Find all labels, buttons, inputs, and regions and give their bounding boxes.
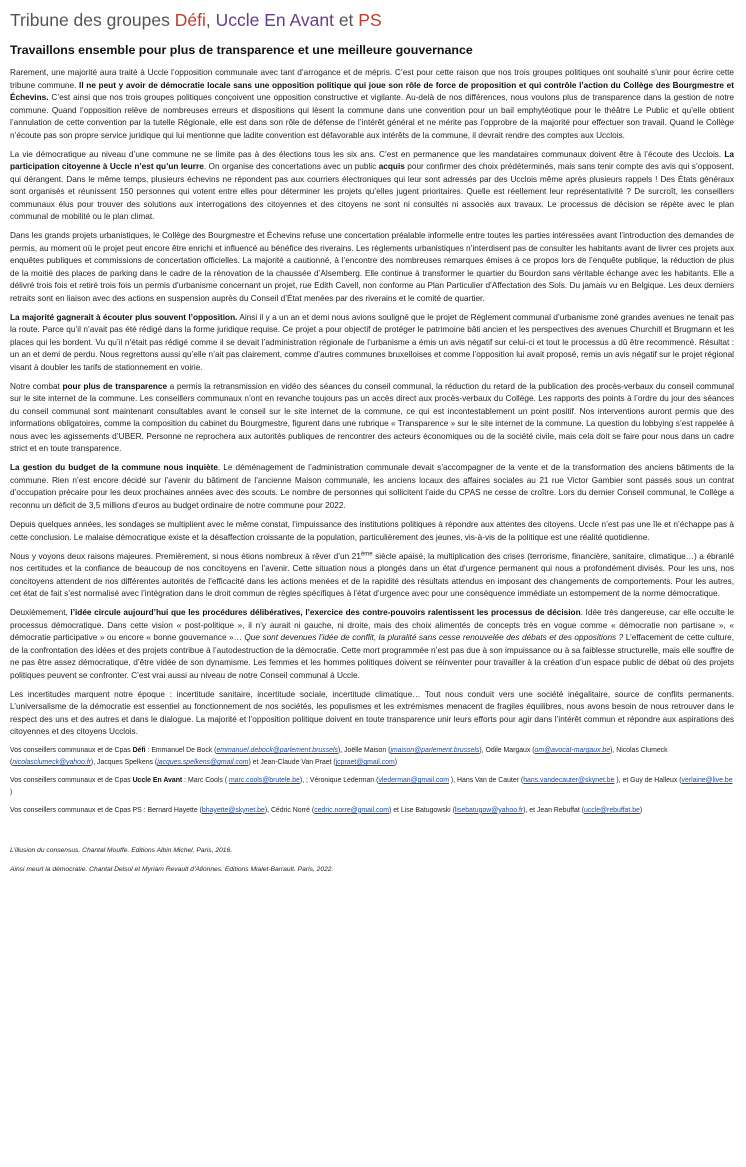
paragraph-8 — [10, 551, 734, 601]
email-link-spelkens[interactable]: jacques.spelkens@gmail.com — [157, 759, 249, 767]
uea-end: ) — [10, 788, 13, 796]
header-sep-2: et — [333, 10, 359, 30]
ps-intro: Vos conseillers communaux et de Cpas PS : Bernard Hayette ( — [10, 806, 202, 814]
paragraph-1 — [10, 67, 734, 142]
p8-superscript: ème — [360, 550, 373, 557]
email-link-batugowski[interactable]: lisebatugow@yahoo.fr — [454, 806, 524, 814]
uea-name-4: ), et Guy de Halleux ( — [614, 777, 682, 785]
email-link-vanpraet[interactable]: jcpraet@gmail.com — [335, 759, 395, 767]
header-prefix: Tribune des groupes — [10, 10, 175, 30]
header-group-ps: PS — [358, 10, 382, 30]
tribune-header — [10, 9, 734, 35]
p1-text-c: C’est ainsi que nos trois groupes politiques conçoivent une opposition constructive et vigilante. Au-delà de nos différences, nous voulons plus de transparence dans la gestion de notre commune. Quand l’opposition relève de nombreuses erreurs et dispositions qui lèsent la commune dans une convention pour un bail emphytéotique pour le théâtre Le Public et qu’elle obtient l’annulation de cette convention par la tutelle Régionale, elle est dans son rôle de défense de l’intérêt général et ne mérite pas l’opprobre de la majorité pour effectuer son travail. Quand le Collège n’écoute pas son propre service juridique qui lui mentionne que ladite convention est défavorable aux intérêts de la commune, il devrait rendre des comptes aux Ucclois. — [10, 93, 734, 140]
email-link-lederman[interactable]: vlederman@gmail.com — [378, 777, 450, 785]
email-link-margaux[interactable]: om@avocat-margaux.be — [534, 747, 611, 755]
reference-2: Ainsi meurt la démocratie. Chantal Delsol et Myriam Revault d’Allonnes. Editions Mialet-Barrault. Paris, 2022. — [10, 866, 334, 874]
p8-text-a: Nous y voyons deux raisons majeures. Premièrement, si nous étions nombreux à rêver d’un 21 — [10, 551, 361, 561]
email-link-clumeck[interactable]: nicolasclumeck@yahoo.fr — [12, 759, 91, 767]
email-link-debock[interactable]: emmanuel.debock@parlement.brussels — [216, 747, 338, 755]
contacts-uccle-en-avant — [10, 775, 734, 798]
email-link-rebuffat[interactable]: uccle@rebuffat.be — [583, 806, 640, 814]
references-section — [10, 846, 734, 875]
p7-text: Depuis quelques années, les sondages se multiplient avec le même constat, l’impuissance des institutions politiques à répondre aux attentes des citoyens. Uccle n’est pas une île et n’échappe pas à cette conclusion. Le malaise démocratique existe et la désaffection croissante de la population, particulièrement des jeunes, vis-à-vis de la politique est une réalité quotidienne. — [10, 520, 734, 542]
reference-1: L’illusion du consensus. Chantal Mouffe. Editions Albin Michel, Paris, 2016. — [10, 847, 233, 855]
p9-text-e: L’effacement de cette culture, de la confrontation des idées et des projets contribue à l’autodestruction de la démocratie. Cette mort programmée n’est pas due à son impuissance ou à sa faiblesse structurelle, mais elle souffre de ne pas être assez démocratique, d’être vidée de son dynamisme. Les femmes et les hommes politiques doivent se réinventer pour travailler à la création d’un espace public de débat où des projets politiques peuvent se confronter. C’est vrai aussi au niveau de notre Conseil communal à Uccle. — [10, 633, 734, 680]
p2-bold-acquis: acquis — [378, 162, 405, 172]
uea-name-1: : Marc Cools ( — [182, 777, 229, 785]
article-title: Travaillons ensemble pour plus de transparence et une meilleure gouvernance — [10, 43, 473, 57]
p6-bold: La gestion du budget de la commune nous inquiète — [10, 463, 218, 473]
paragraph-5 — [10, 381, 734, 456]
p2-text-c: . On organise des concertations avec un public — [203, 162, 379, 172]
uea-intro: Vos conseillers communaux et de Cpas — [10, 777, 133, 785]
p2-bold: La participation citoyenne à Uccle n’est qu’un leurre — [10, 149, 734, 172]
uea-name-3: ), Hans Van de Cauter ( — [449, 777, 524, 785]
p2-text-e: pour confirmer des choix prédéterminés, mais sans tenir compte des avis qui s’opposent, qui dérangent. Dans le même temps, plusieurs échevins ne répondent pas aux courriers électroniques qui leur sont adressés par des Ucclois même après plusieurs rappels ! Des États généraux sont organisés et réunissent 150 personnes qui votent entre elles pour déterminer les projets qu’elles jugent prioritaires. Quelle est réellement leur représentativité ? De surcroît, les conseillers communaux élus pour trouver des solutions aux interrogations des citoyennes et des citoyens ne sont ni consultés ni associés aux travaux. Le processus de décision se répète avec le plan communal de mobilité ou le plan climat. — [10, 162, 734, 222]
defi-name-2: ), Joëlle Maison ( — [337, 747, 391, 755]
contacts-ps — [10, 805, 734, 817]
email-link-vandecauter[interactable]: hans.vandecauter@skynet.be — [523, 777, 615, 785]
p1-bold: Il ne peut y avoir de démocratie locale sans une opposition politique qui joue son rôle de force de proposition et qui contrôle l’action du Collège des Bourgmestre et Échevins. — [10, 80, 734, 102]
p9-text-a: Deuxièmement, — [10, 608, 71, 618]
defi-name-6: ) et Jean-Claude Van Praet ( — [248, 759, 336, 767]
paragraph-7 — [10, 519, 734, 544]
paragraph-10 — [10, 689, 734, 739]
ps-end: ) — [639, 806, 643, 814]
paragraph-6 — [10, 462, 734, 512]
p5-bold: pour plus de transparence — [62, 381, 168, 391]
p5-text-a: Notre combat — [10, 381, 63, 391]
p4-text: Ainsi il y a un an et demi nous avions souligné que le projet de Règlement communal d’urbanisme zoné grandes avenues ne tenait pas la route. Parce qu’il n’avait pas été rédigé dans la forme juridique requise. Ce projet a pour objectif de protéger le patrimoine bâti ancien et les perspectives des avenues Churchill et Brugmann et les places qui les bordent. Vu qu’il n’était pas rédigé comme il se devait l’administration régionale de l’urbanisme a émis un avis négatif sur celui-ci et tout le processus a dû être recommencé. Résultat : un an et demi de perdu. Nous regrettons aussi qu’elle n’ait pas clairement, comme d’autres communes bruxelloises et comme l’opposition lui avait proposé, remis un avis négatif sur le projet régional visant à doubler les tarifs de stationnement en voirie. — [10, 312, 734, 372]
contacts-defi — [10, 745, 734, 768]
paragraph-3 — [10, 230, 734, 305]
p9-text-c: . Idée très dangereuse, car elle occulte le processus démocratique. Dans cette vision « post-politique », il n’y aurait ni gauche, ni droite, mais des choix alimentés de concepts très en vogue comme « démocratie non partisane », « démocratie participative » ou encore « bonne gouvernance »… — [10, 608, 734, 643]
p4-bold: La majorité gagnerait à écouter plus souvent l’opposition. — [10, 312, 238, 322]
defi-end: ) — [394, 759, 398, 767]
p8-text-b: siècle apaisé, la multiplication des crises (terrorisme, financière, sanitaire, climatique…) a ébranlé nos certitudes et la confiance de beaucoup de nos concitoyens en l’avenir. Cette situation nous a plongés dans un état d’urgence permanent qui nous a profondément divisés. Pour les uns, nos concitoyens attendent de nos différentes autorités de l’efficacité dans les actions menées et de la rapidité des résultats attendus en imposant des changements de comportements. Pour les autres, cet état de fait s’est normalisé avec l’intégration dans le droit commun de règles spécifiques à l’état d’urgence avec pour une conséquence immédiate un estompement de la norme démocratique. — [10, 551, 734, 599]
ps-name-4: ), et Jean Rebuffat ( — [523, 806, 584, 814]
uea-group-name: Uccle En Avant — [132, 777, 183, 785]
defi-group-name: Défi — [132, 747, 146, 755]
email-link-cools[interactable]: marc.cools@brutele.be — [228, 777, 300, 785]
paragraph-2 — [10, 149, 734, 224]
p9-italic: Que sont devenues l’idée de conflit, la pluralité sans cesse renouvelée des débats et des oppositions ? — [244, 633, 624, 643]
paragraph-9 — [10, 607, 734, 682]
uea-name-2: ), ; Véronique Lederman ( — [299, 777, 379, 785]
contacts-section — [10, 745, 734, 816]
email-link-hayette[interactable]: bhayette@skynet.be — [201, 806, 265, 814]
p10-text: Les incertitudes marquent notre époque : incertitude sanitaire, incertitude sociale, incertitude climatique… Tout nous conduit vers une société inégalitaire, source de conflits permanents. L’universalisme de la démocratie est essentiel au fonctionnement de nos sociétés, les populismes et les extrémismes menacent de fragiles équilibres, nous avons besoin de nous retrouver dans le respect des uns et des autres et dans le dialogue. La majorité et l’opposition politique doivent en toute transparence unir leurs efforts pour agir dans l’intérêt commun et répondre aux aspirations des citoyennes et des citoyens Ucclois. — [10, 689, 734, 737]
paragraph-4 — [10, 312, 734, 375]
p9-bold: l’idée circule aujourd’hui que les procédures délibératives, l’exercice des contre-pouvoirs ralentissent les processus de décision — [70, 608, 581, 618]
defi-name-4: ), Nicolas Clumeck ( — [10, 747, 668, 767]
ps-name-3: ) et Lise Batugowski ( — [389, 806, 455, 814]
email-link-dehalleux[interactable]: verlaine@live.be — [681, 777, 733, 785]
ps-name-2: ), Cédric Norré ( — [264, 806, 315, 814]
tribune-page — [10, 9, 734, 884]
p5-text-c: a permis la retransmission en vidéo des séances du conseil communal, la réduction du retard de la publication des procès-verbaux du conseil communal sur le site internet de la commune. Les conseillers communaux n’ont en revanche toujours pas un accès direct aux procès-verbaux du Collège. Les rapports des points à l’ordre du jour des séances du conseil communal sont maintenant consultables avant le conseil sur le site internet de la commune, ce qui est incontestablement un point positif. Nos interventions auront permis que des informations obligatoires, comme la composition du cabinet du Bourgmestre, figurent dans une rubrique « Transparence » sur le site internet de la commune. La question du lobbying s’est rappelée à nous avec les agissements d’UBER. Personne ne reprochera aux autorités publiques de rencontrer des acteurs économiques ou de la société civile, mais cela doit se faire pour nous dans un cadre strict et en toute transparence. — [10, 381, 735, 454]
p3-text: Dans les grands projets urbanistiques, le Collège des Bourgmestre et Échevins refuse une concertation préalable informelle entre toutes les parties intéressées avant l’introduction des demandes de permis, au moment où le projet peut encore être enrichi et influencé au bénéfice des riverains. Les règlements urbanistiques n’interdisent pas de consulter les habitants avant de livrer ces projets aux enquêtes publiques et commissions de concertation officielles. La majorité a cautionné, à l’encontre des nombreuses remarques émises à ce propos lors de l’enquête publique, la réduction de plus de la moitié des places de parking dans le cadre de la rénovation de la chaussée d’Alsemberg. Elle continue à transformer le quartier du Bourdon sans véritable échange avec les habitants. Elle a délivré trois fois et retiré trois fois un permis d’urbanisme concernant un projet, rue Edith Cavell, non conforme au Plan Particulier d’Affectation des Sols. Du jamais vu en Belgique. Les deux derniers retraits sont en liaison avec des actions en suspension auprès du Conseil d’État menées par des riverains et le comité de quartier. — [10, 231, 734, 303]
p6-text: . Le déménagement de l’administration communale devait s’accompagner de la vente et de la transformation des anciens bâtiments de la commune. Rien n’est encore décidé sur l’avenir du bâtiment de l’ancienne Maison communale, les anciens locaux des affaires sociales au 21 rue Victor Gambier sont passés sous un contrat d’occupation précaire pour les deux prochaines années avec des scouts. Le nombre de personnes qui sollicitent l’aide du CPAS ne cesse de croître. Lors du dernier Conseil communal, le Collège a reconnu un déficit de 3,5 millions d’euros au budget ordinaire de notre commune pour 2022. — [10, 463, 734, 510]
email-link-norre[interactable]: cedric.norre@gmail.com — [314, 806, 389, 814]
header-sep-1: , — [205, 10, 216, 30]
email-link-maison[interactable]: jmaison@parlement.brussels — [390, 747, 480, 755]
header-group-uccle-en-avant: Uccle En Avant — [215, 10, 334, 30]
defi-intro: Vos conseillers communaux et de Cpas — [10, 747, 133, 755]
header-group-defi: Défi — [174, 10, 206, 30]
p2-text-a: La vie démocratique au niveau d’une commune ne se limite pas à des élections tous les six ans. C’est en permanence que les mandataires communaux doivent être à l’écoute des Ucclois. — [10, 149, 725, 159]
defi-name-3: ), Odile Margaux ( — [479, 747, 535, 755]
p1-text-a: Rarement, une majorité aura traité à Uccle l’opposition communale avec tant d’arrogance et de mépris. C’est pour cette raison que nos trois groupes politiques ont souhaité s’unir pour écrire cette tribune commune. — [10, 68, 734, 90]
defi-name-1: : Emmanuel De Bock ( — [145, 747, 217, 755]
defi-name-5: ), Jacques Spelkens ( — [90, 759, 158, 767]
